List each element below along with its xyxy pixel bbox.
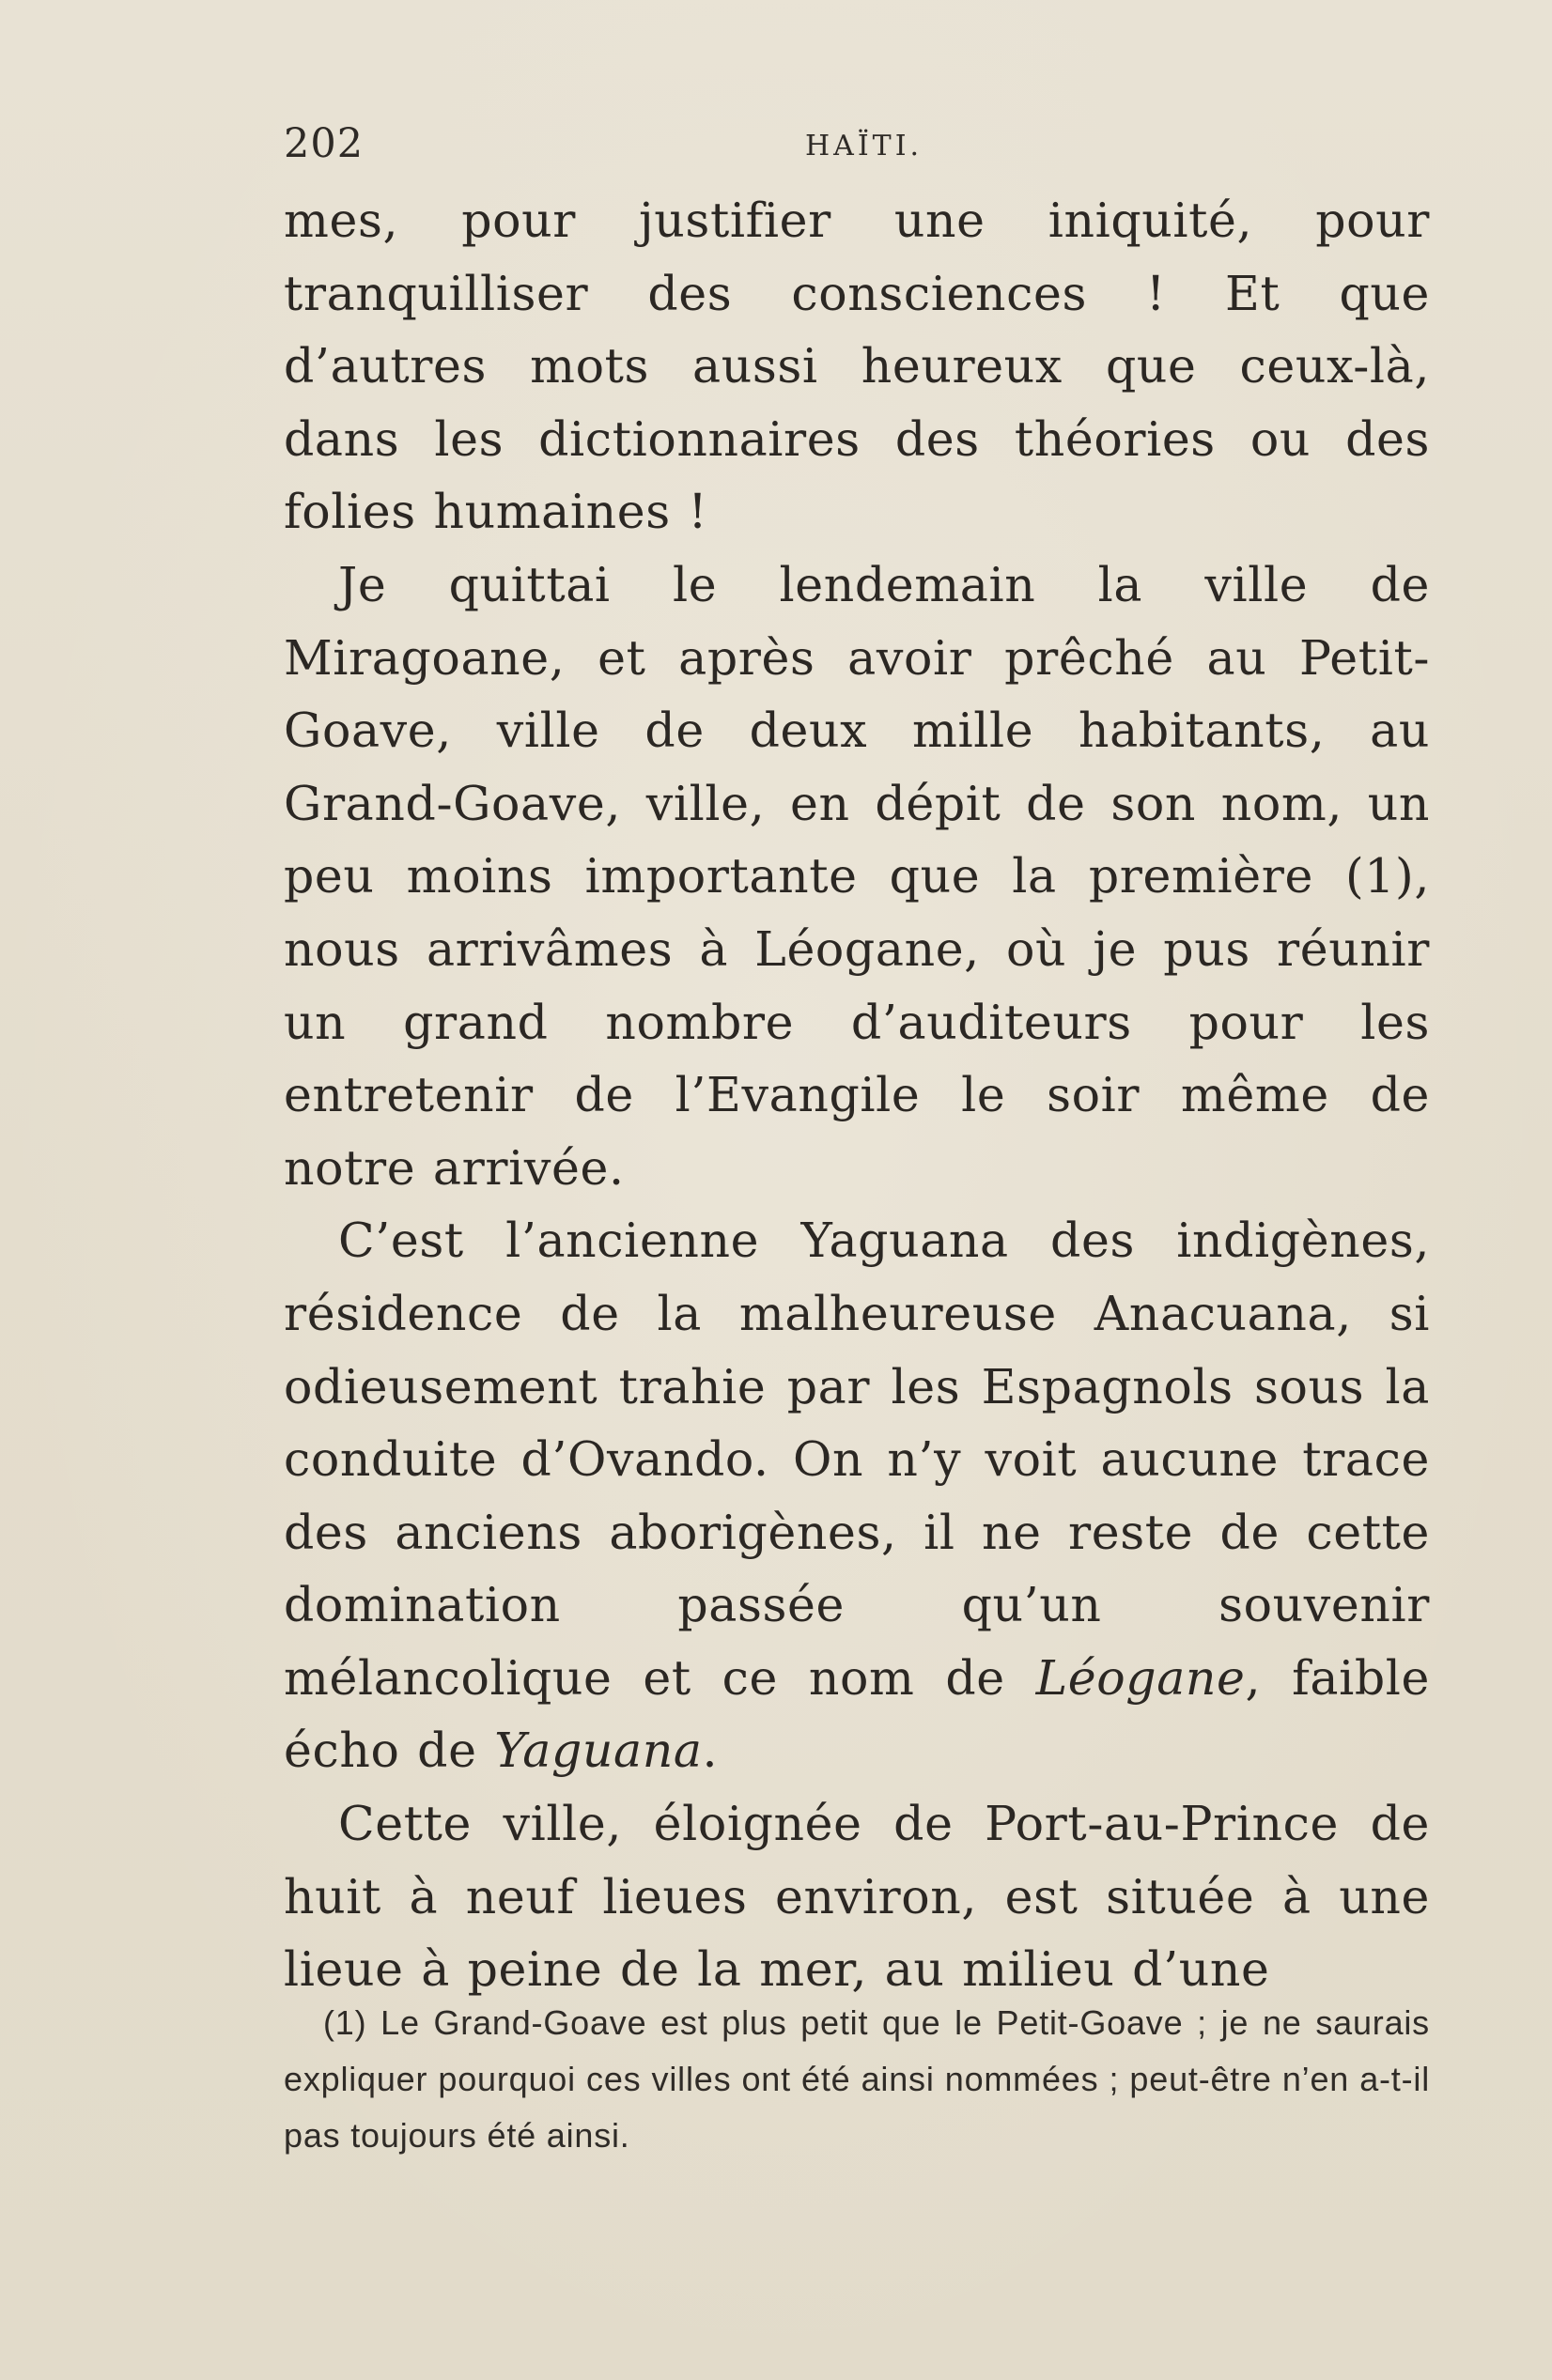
italic-yaguana: Yaguana: [494, 1723, 703, 1779]
paragraph-1: mes, pour justifier une iniquité, pour tranquilliser des consciences ! Et que d’autres mots aussi heureux que ceux-là, dans les dictionnaires des théories ou des folies humaines !: [284, 193, 1430, 540]
footnote-section: [284, 1995, 1430, 2164]
main-text: [284, 184, 1430, 2006]
paragraph-4: Cette ville, éloignée de Port-au-Prince de huit à neuf lieues environ, est située à une lieue à peine de la mer, au milieu d’une: [284, 1796, 1430, 1998]
italic-leogane: Léogane: [1035, 1649, 1246, 1706]
page-header: [284, 120, 1430, 177]
page-number: 202: [284, 120, 365, 167]
paragraph-3-text-c: .: [702, 1723, 719, 1779]
running-head: HAÏTI.: [805, 130, 923, 162]
paragraph-2: Je quittai le lendemain la ville de Miragoane, et après avoir prêché au Petit-Goave, ville de deux mille habitants, au Grand-Goave, ville, en dépit de son nom, un peu moins importante que la première (1), nous arrivâmes à Léogane, où je pus réunir un grand nombre d’auditeurs pour les entretenir de l’Evangile le soir même de notre arrivée.: [284, 556, 1430, 1196]
paragraph-3-text-b: , faible écho de: [284, 1649, 1430, 1779]
footnote-1: (1) Le Grand-Goave est plus petit que le Petit-Goave ; je ne saurais expliquer pourquoi ces villes ont été ainsi nommées ; peut-être n’en a-t-il pas toujours été ainsi.: [284, 2003, 1430, 2155]
paragraph-3: [284, 1204, 1430, 1787]
paragraph-3-text-a: C’est l’ancienne Yaguana des indigènes, résidence de la malheureuse Anacuana, si odieusement trahie par les Espagnols sous la conduite d’Ovando. On n’y voit aucune trace des anciens aborigènes, il ne reste de cette domination passée qu’un souvenir mélancolique et ce nom de: [284, 1213, 1430, 1706]
